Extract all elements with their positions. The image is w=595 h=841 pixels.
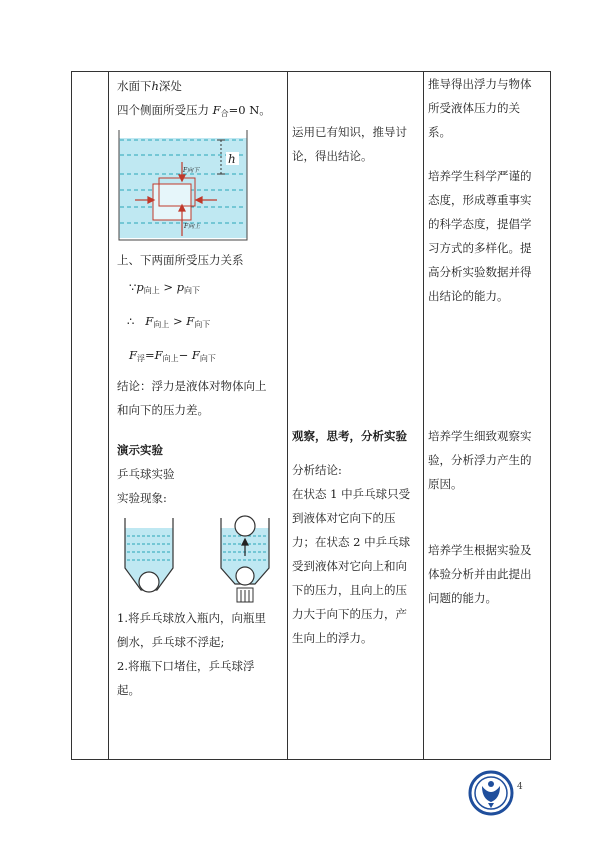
column-divider [287,72,288,759]
lesson-table [71,71,551,760]
content-column [117,74,285,702]
page-number: 4 [517,782,523,792]
text-line: 论，得出结论。 [292,149,373,163]
equation-force: ∴ $F_{向上} > F_{向下}$ [127,314,211,329]
demo-name: 乒乓球实验 [117,467,175,481]
equation-buoyancy: $F_浮=F_{向上}- F_{向下}$ [129,348,216,363]
cube-pressure-diagram [117,128,252,246]
text-line: 水面下h深处 [117,79,182,93]
text-line: 问题的能力。 [428,591,497,605]
ping-pong-ball [236,567,254,585]
equation-pressure: $\because p_{向上} > p_{向下}$ [129,280,201,295]
column-divider [108,72,109,759]
text-line: 原因。 [428,477,463,491]
text-line: 习方式的多样化。提 [428,241,532,255]
activity-block-1 [292,120,422,168]
ping-pong-experiment-diagram [117,512,277,604]
activity-block-2 [292,424,422,650]
text-line: 上、下两面所受压力关系 [117,253,244,267]
intent-block-3 [428,424,548,496]
activity-heading: 观察，思考，分析实验 [292,429,407,443]
text-line: 验，分析浮力产生的 [428,453,532,467]
ping-pong-ball-floating [235,516,255,536]
text-line: 高分析实验数据并得 [428,265,532,279]
text-line: 体验分析并由此提出 [428,567,532,581]
text-line: 培养学生细致观察实 [428,429,532,443]
conclusion-text: 和向下的压力差。 [117,403,209,417]
step-text: 倒水，乒乓球不浮起; [117,635,225,649]
analysis-line: 受到液体对它向上和向 [292,559,407,573]
depth-label: h [228,152,236,166]
text-line: 培养学生科学严谨的 [428,169,532,183]
analysis-line: 力大于向下的压力，产 [292,607,407,621]
analysis-label: 分析结论: [292,463,342,477]
analysis-line: 生向上的浮力。 [292,631,373,645]
text-line: 培养学生根据实验及 [428,543,532,557]
step-text: 2.将瓶下口堵住，乒乓球浮 [117,659,255,673]
text-line: 系。 [428,125,451,139]
bottle-stopper [237,588,253,602]
school-logo-icon [468,770,514,816]
upward-force-label: F向上 [184,223,201,230]
text-line: 态度，形成尊重事实 [428,193,532,207]
intent-block-4 [428,538,548,610]
demo-phenomenon: 实验现象: [117,491,167,505]
intent-block-1 [428,72,548,144]
step-text: 1.将乒乓球放入瓶内，向瓶里 [117,611,266,625]
text-line: 四个侧面所受压力 $F_合=0$ N。 [117,103,271,118]
conclusion-text: 结论：浮力是液体对物体向上 [117,379,267,393]
downward-force-label: F向下 [183,167,200,174]
analysis-line: 在状态 1 中乒乓球只受 [292,487,411,501]
ping-pong-ball [139,572,159,592]
text-line: 推导得出浮力与物体 [428,77,532,91]
demo-heading: 演示实验 [117,443,163,457]
analysis-line: 下的压力，且向上的压 [292,583,407,597]
analysis-line: 到液体对它向下的压 [292,511,396,525]
text-line: 出结论的能力。 [428,289,509,303]
text-line: 所受液体压力的关 [428,101,520,115]
intent-block-2 [428,164,548,308]
text-line: 运用已有知识，推导讨 [292,125,407,139]
step-text: 起。 [117,683,140,697]
column-divider [423,72,424,759]
text-line: 的科学态度，提倡学 [428,217,532,231]
analysis-line: 力；在状态 2 中乒乓球 [292,535,411,549]
